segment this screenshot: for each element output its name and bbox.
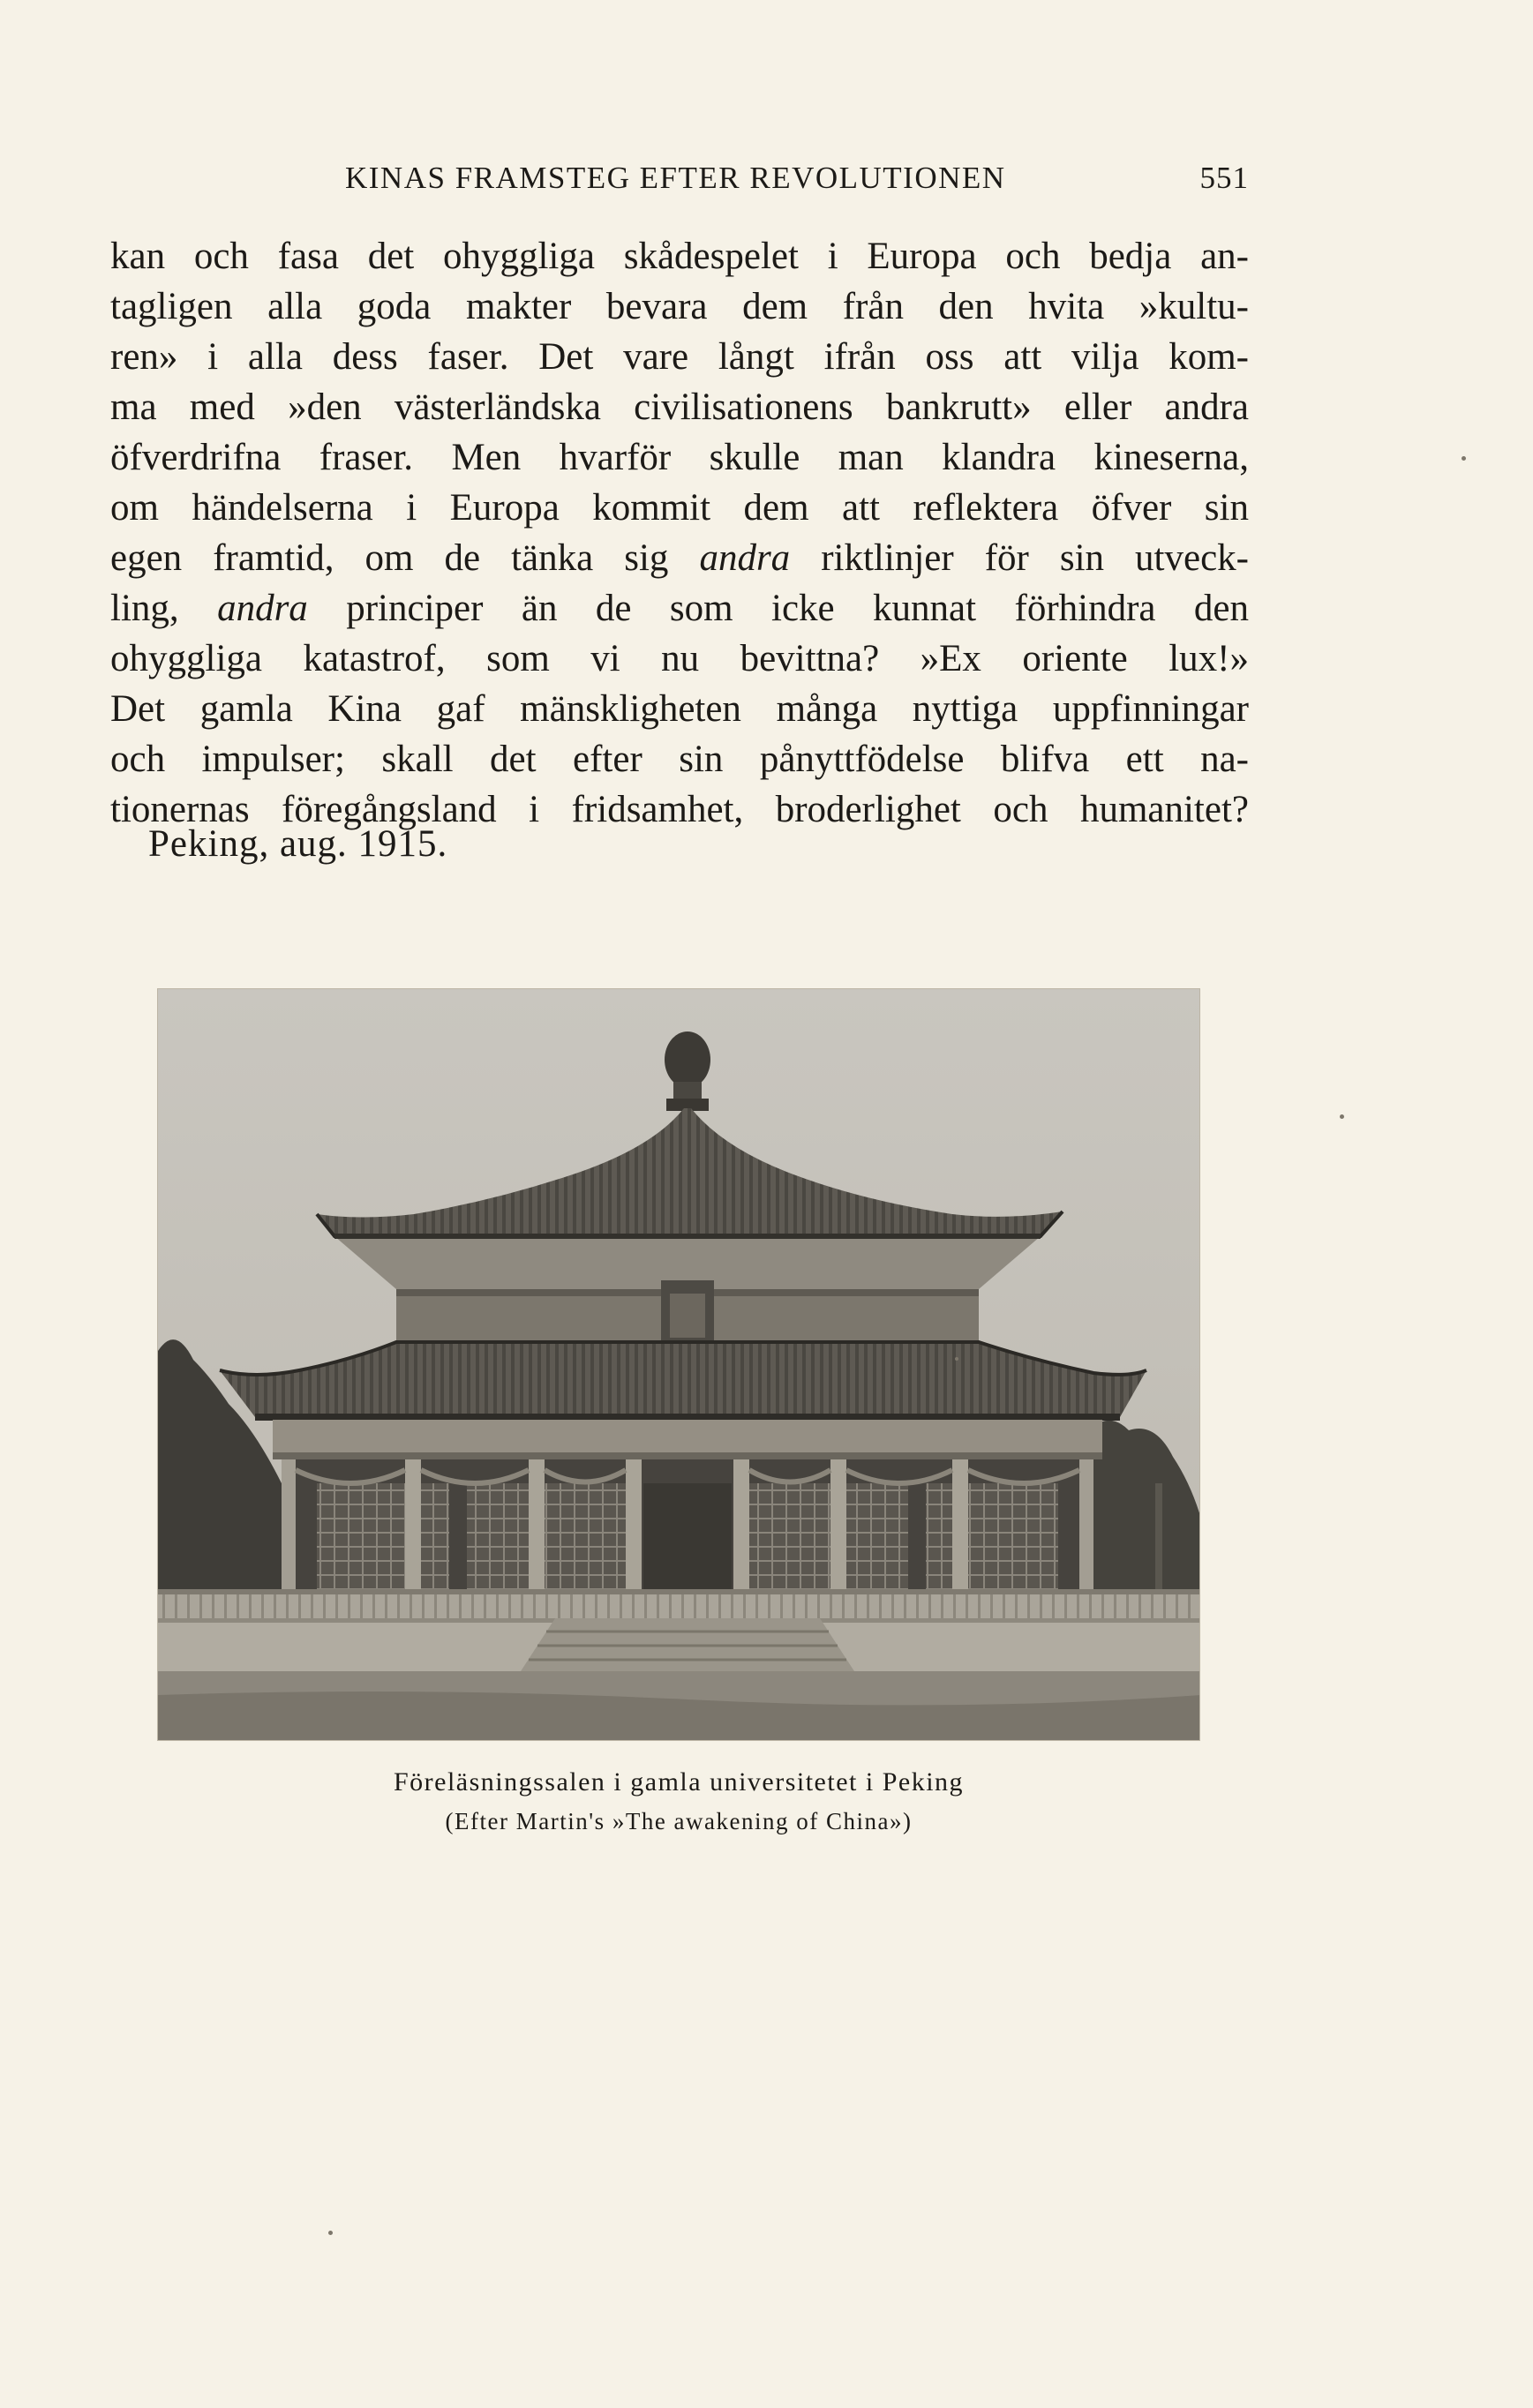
text-line [110,583,1249,634]
paper-speck [1340,1114,1344,1119]
text-line: om händelserna i Europa kommit dem att reflektera öfver sin [110,487,1249,529]
text-segment: principer än de som icke kunnat förhindra den [307,588,1249,629]
text-line: ohyggliga katastrof, som vi nu bevittna? »Ex oriente lux!» [110,638,1249,679]
text-segment: ling, [110,588,218,629]
italic-word: andra [217,588,308,629]
pavilion-illustration [158,989,1200,1741]
figure-credit: (Efter Martin's »The awakening of China») [445,1808,913,1834]
paper-speck [955,1357,958,1361]
text-line: tagligen alla goda makter bevara dem från den hvita »kultu- [110,286,1249,327]
running-head [110,161,1249,205]
running-title: KINAS FRAMSTEG EFTER REVOLUTIONEN [345,161,1006,195]
figure-caption: Föreläsningssalen i gamla universitetet i Peking [393,1767,965,1797]
paper-speck [328,2231,333,2235]
text-line: öfverdrifna fraser. Men hvarför skulle man klandra kineserna, [110,437,1249,478]
text-line: ren» i alla dess faser. Det vare långt ifrån oss att vilja kom- [110,336,1249,378]
text-line: Det gamla Kina gaf mänskligheten många nyttiga uppfinningar [110,688,1249,730]
text-line: kan och fasa det ohyggliga skådespelet i Europa och bedja an- [110,236,1249,277]
paper-speck [1462,456,1466,461]
text-line: och impulser; skall det efter sin pånyttfödelse blifva ett na- [110,739,1249,780]
body-paragraph [110,231,1249,835]
text-segment: egen framtid, om de tänka sig [110,537,700,579]
text-line [110,533,1249,583]
text-line: tionernas föregångsland i fridsamhet, broderlighet och humanitet? [110,789,1249,830]
text-line: ma med »den västerländska civilisationens bankrutt» eller andra [110,386,1249,428]
text-segment: riktlinjer för sin utveck- [790,537,1249,579]
italic-word: andra [699,537,791,579]
place-date-signoff: Peking, aug. 1915. [148,823,448,865]
pavilion-photograph [157,988,1200,1741]
page-number: 551 [1199,161,1249,195]
